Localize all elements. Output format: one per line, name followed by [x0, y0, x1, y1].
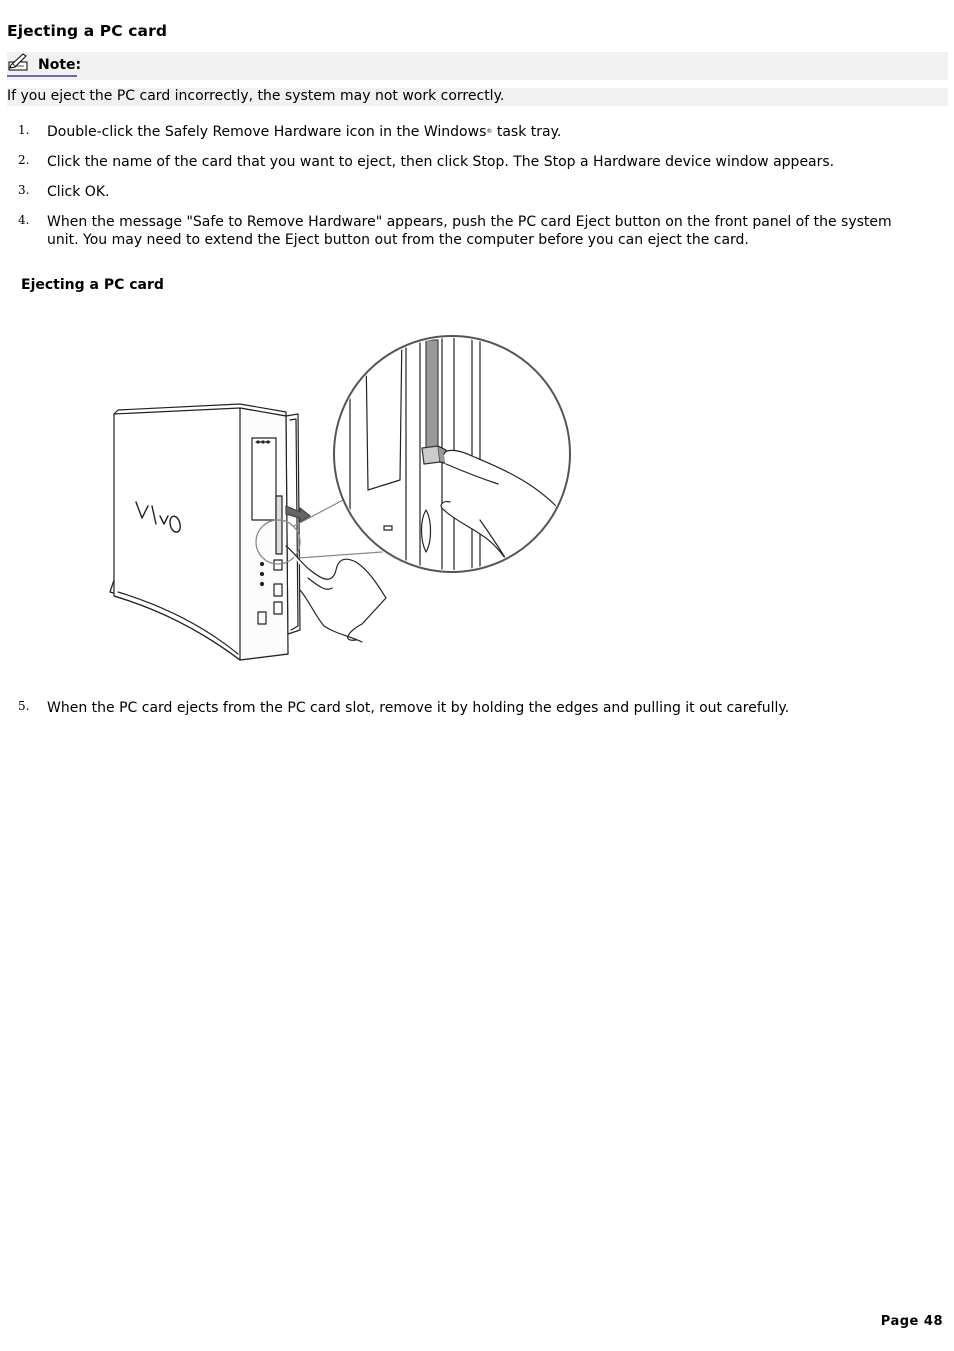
note-underline	[7, 75, 77, 77]
step-text-part: Double-click the Safely Remove Hardware icon in the Windows	[47, 124, 487, 140]
step-text	[47, 123, 927, 141]
step-number: 2.	[18, 153, 30, 167]
pc-card-eject-illustration	[100, 330, 580, 674]
step-text: Click OK.	[47, 184, 110, 200]
page-title: Ejecting a PC card	[7, 22, 168, 40]
step-text: When the message "Safe to Remove Hardware" appears, push the PC card Eject button on the front panel of the system unit. You may need to extend the Eject button out from the computer before you can eject the card.	[47, 214, 892, 248]
step-number: 3.	[18, 183, 30, 197]
note-text: If you eject the PC card incorrectly, the system may not work correctly.	[7, 88, 505, 104]
figure-caption: Ejecting a PC card	[21, 277, 164, 293]
step-text: When the PC card ejects from the PC card slot, remove it by holding the edges and pulling it out carefully.	[47, 700, 790, 716]
step-number: 5.	[18, 699, 30, 713]
step-text-part: task tray.	[492, 124, 562, 140]
note-label: Note:	[38, 57, 82, 73]
step-number: 4.	[18, 213, 30, 227]
step-number: 1.	[18, 123, 30, 137]
note-header	[7, 52, 948, 80]
step-text: Click the name of the card that you want to eject, then click Stop. The Stop a Hardware device window appears.	[47, 154, 835, 170]
page-number: Page 48	[880, 1314, 943, 1329]
pen-and-paper-icon	[7, 53, 31, 77]
registered-mark: ®	[486, 128, 493, 135]
